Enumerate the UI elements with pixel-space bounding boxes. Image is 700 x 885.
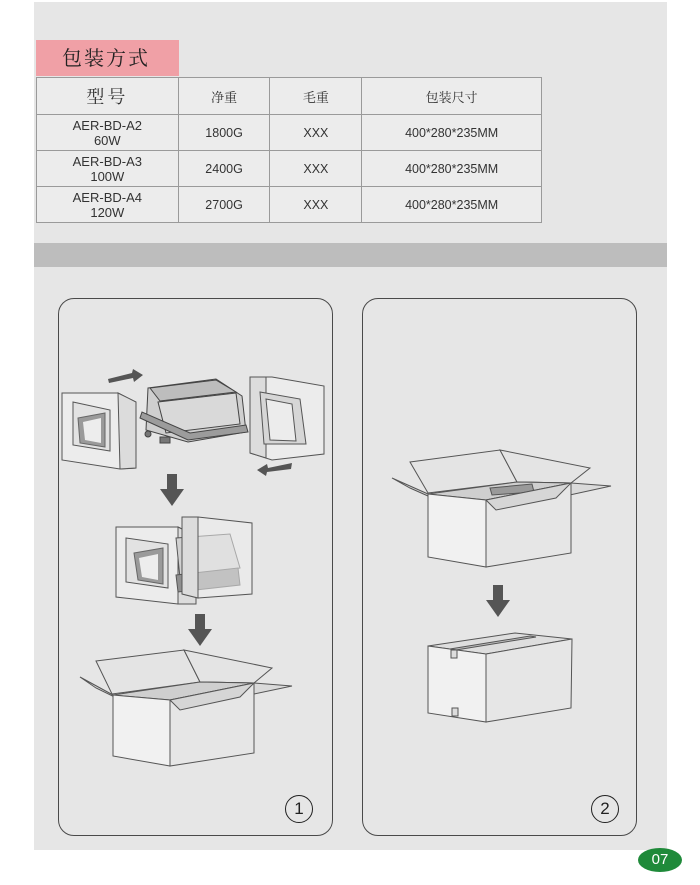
cell-net-weight: 2700G <box>178 187 270 223</box>
down-arrow-icon <box>160 474 184 506</box>
cell-net-weight: 1800G <box>178 115 270 151</box>
push-left-arrow-icon <box>257 463 292 476</box>
down-arrow-icon <box>486 585 510 617</box>
sealed-carton-box <box>428 633 572 722</box>
model-code: AER-BD-A2 <box>72 117 142 133</box>
cell-package-size: 400*280*235MM <box>362 151 542 187</box>
left-foam-cap <box>62 393 136 469</box>
cell-package-size: 400*280*235MM <box>362 115 542 151</box>
model-power: 60W <box>93 132 121 148</box>
cell-gross-weight: XXX <box>270 187 362 223</box>
model-code: AER-BD-A4 <box>72 189 142 205</box>
header-package-size: 包装尺寸 <box>362 78 542 115</box>
model-power: 100W <box>90 168 125 184</box>
header-gross-weight: 毛重 <box>270 78 362 115</box>
step-number-2: 2 <box>591 795 619 823</box>
page-number-badge: 07 <box>638 848 682 872</box>
wall-pack-fixture <box>140 379 248 443</box>
push-right-arrow-icon <box>108 369 143 383</box>
cell-gross-weight: XXX <box>270 115 362 151</box>
section-title: 包装方式 <box>36 40 179 76</box>
header-net-weight: 净重 <box>178 78 270 115</box>
header-model: 型号 <box>37 78 179 115</box>
right-foam-cap <box>250 377 324 460</box>
down-arrow-icon <box>188 614 212 646</box>
model-power: 120W <box>90 204 125 220</box>
step-number-1: 1 <box>285 795 313 823</box>
cell-package-size: 400*280*235MM <box>362 187 542 223</box>
open-carton-box <box>392 450 611 567</box>
model-code: AER-BD-A3 <box>72 153 142 169</box>
cell-net-weight: 2400G <box>178 151 270 187</box>
open-carton-box <box>80 650 292 766</box>
fixture-in-foam <box>116 517 252 604</box>
cell-gross-weight: XXX <box>270 151 362 187</box>
